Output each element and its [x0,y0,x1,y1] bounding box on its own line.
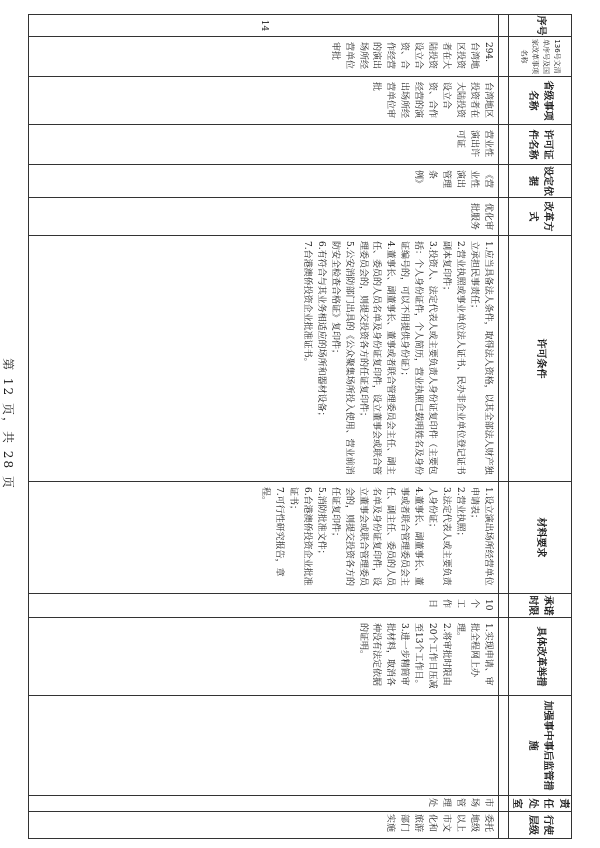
col-header-reform-measures: 具体改革举措 [509,618,572,696]
reform-measures-text: 1.实现申请、审批全程网上办理。 2.将审批时限由20个工作日压减至13个工作日。 3.进一步精简审批材料，取消各种没有法定依据的证明。 [357,623,493,689]
cell-materials [29,482,499,594]
cell-deadline [29,594,499,618]
col-header-reform-method: 改革方式 [509,198,572,236]
table-spacer-row [499,15,509,839]
col-header-permit-name: 许可证件名称 [509,125,572,165]
reform-method-text: 优化审批服务 [469,203,493,231]
col-header-level: 行使层级 [509,812,572,839]
col-header-basis: 设定依据 [509,165,572,198]
cell-level [29,812,499,839]
deadline-text: 10个工作日 [427,599,493,611]
level-text: 委托地级以上市文化和旅游部门实施 [385,814,493,833]
cell-reform-measures [29,618,499,696]
national-item-text: 294.台湾地区投资者在大陆投资设立合资、合作经营的演出场所经营单位审批 [329,42,493,70]
col-header-office: 责任处室 [509,796,572,812]
cell-seq: 14 [29,15,499,37]
cell-national-item [29,37,499,77]
col-header-provincial-item: 省级事项名称 [509,77,572,125]
approval-reform-table [28,14,572,839]
cell-provincial-item [29,77,499,125]
col-header-seq: 序号 [509,15,572,37]
cell-permit-name [29,125,499,165]
conditions-text: 1.应当具备法人条件，取得法人资格，以其全部法人财产独立承担民事责任； 2.营业执照或事业单位法人证书、民办非企业单位登记证书副本复印件； 3.投资人、法定代表人或主要负责人身份证复印件（主要包括：个人身份证件，个人简历，营业执照已载明姓名及身份证编号的，可以不用提供身份证）； 4.董事长、副董事长、董事或者联合管理委员会主任、副主任、委员的人员名单及身份证复印件，设立董事会或联合管理委员会的，则提交投资各方的任证复印件； 5.公安消防部门出具的《公众聚集场所投入使用、营业前消防安全检查合格证》复印件； 6.有符合与其业务相适应的场所和器材设备； 7.台港澳侨投资企业批准证书。 [301,241,493,476]
col-header-supervision: 加强事中事后监管措施 [509,696,572,796]
cell-basis [29,165,499,198]
table-header-row [509,15,572,839]
provincial-item-text: 台湾地区投资者在大陆投资设立合资、合作经营的演出场所经营单位审批 [371,82,493,119]
col-header-materials: 材料要求 [509,482,572,594]
office-text: 市场管理处 [427,798,493,808]
cell-reform-method [29,198,499,236]
supervision-text [490,696,498,795]
col-header-deadline: 承诺时限 [509,594,572,618]
table-row [29,15,499,839]
page-footer: 第 12 页，共 28 页 [1,358,15,490]
col-header-conditions: 许可条件 [509,236,572,482]
cell-supervision [29,696,499,796]
basis-text: 《营业性演出管理条例》 [413,170,493,189]
permit-name-text: 营业性演出许可证 [455,130,493,158]
materials-text: 1.设立演出场所经营单位申请表； 2.营业执照； 3.法定代表人或主要负责人身份证； 4.董事长、副董事长、董事或者联合管理委员会主任、副主任、委员的人员名单及身份证复印件，设立董事会或联合管理委员会的，则提交投资各方的任证复印件； 5.消防批准文件； 6.台港澳侨投资企业批准证书； 7.可行性研究报告，章程。 [260,487,493,587]
col-header-national-item: 136号文清单序号及国家改革事项名称 [509,37,572,77]
cell-office [29,796,499,812]
cell-conditions [29,236,499,482]
